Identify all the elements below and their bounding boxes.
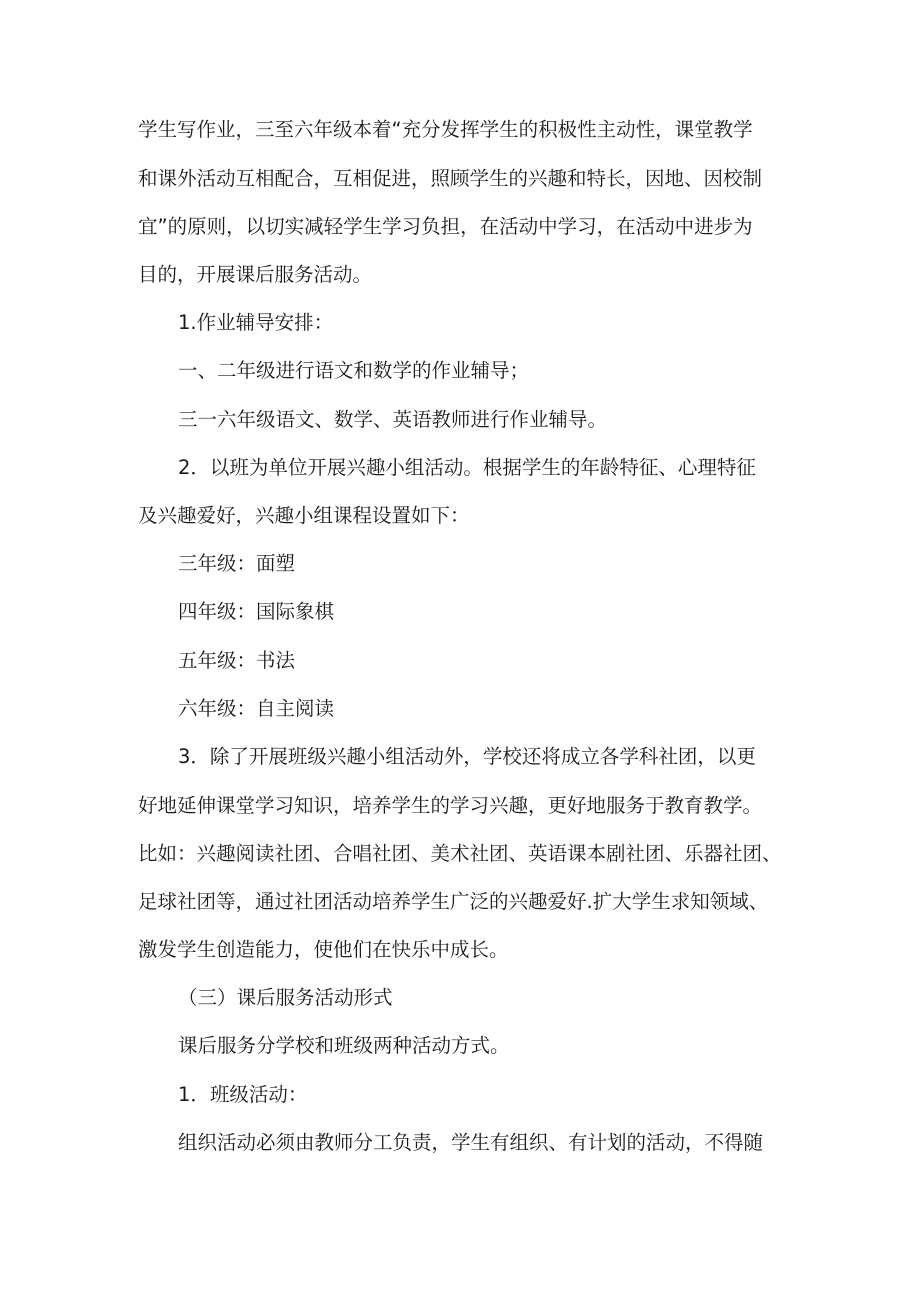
list-heading-homework: 1.作业辅导安排： [178,311,334,334]
paragraph-line: 足球社团等，通过社团活动培养学生广泛的兴趣爱好.扩大学生求知领域、 [138,890,769,913]
paragraph-line: 课后服务分学校和班级两种活动方式。 [178,1034,510,1057]
list-item-grade-6: 六年级：自主阅读 [178,697,335,720]
paragraph-line: 目的，开展课后服务活动。 [138,263,373,286]
paragraph-line: 3．除了开展班级兴趣小组活动外，学校还将成立各学科社团，以更 [178,745,756,768]
list-item-grade-3: 三年级：面塑 [178,552,296,575]
paragraph-line: 激发学生创造能力，使他们在快乐中成长。 [138,938,509,961]
paragraph-line: 好地延伸课堂学习知识，培养学生的学习兴趣，更好地服务于教育教学。 [138,794,763,817]
section-heading: （三）课后服务活动形式 [178,986,393,1009]
paragraph-line: 及兴趣爱好，兴趣小组课程设置如下： [138,504,470,527]
list-item: 三一六年级语文、数学、英语教师进行作业辅导。 [178,408,608,431]
paragraph-line: 宜”的原则，以切实减轻学生学习负担，在活动中学习，在活动中进步为 [138,215,753,238]
paragraph-line: 2．以班为单位开展兴趣小组活动。根据学生的年龄特征、心理特征 [178,456,756,479]
list-item-grade-5: 五年级：书法 [178,649,296,672]
list-item-grade-4: 四年级：国际象棋 [178,600,335,623]
paragraph-line: 组织活动必须由教师分工负责，学生有组织、有计划的活动，不得随 [178,1131,764,1154]
paragraph-line: 比如：兴趣阅读社团、合唱社团、美术社团、英语课本剧社团、乐器社团、 [138,842,782,865]
list-item: 一、二年级进行语文和数学的作业辅导； [178,359,530,382]
paragraph-line: 和课外活动互相配合，互相促进，照顾学生的兴趣和特长，因地、因校制 [138,167,763,190]
paragraph-line: 学生写作业，三至六年级本着“充分发挥学生的积极性主动性，课堂教学 [138,118,753,141]
list-heading-class-activity: 1．班级活动： [178,1083,308,1106]
